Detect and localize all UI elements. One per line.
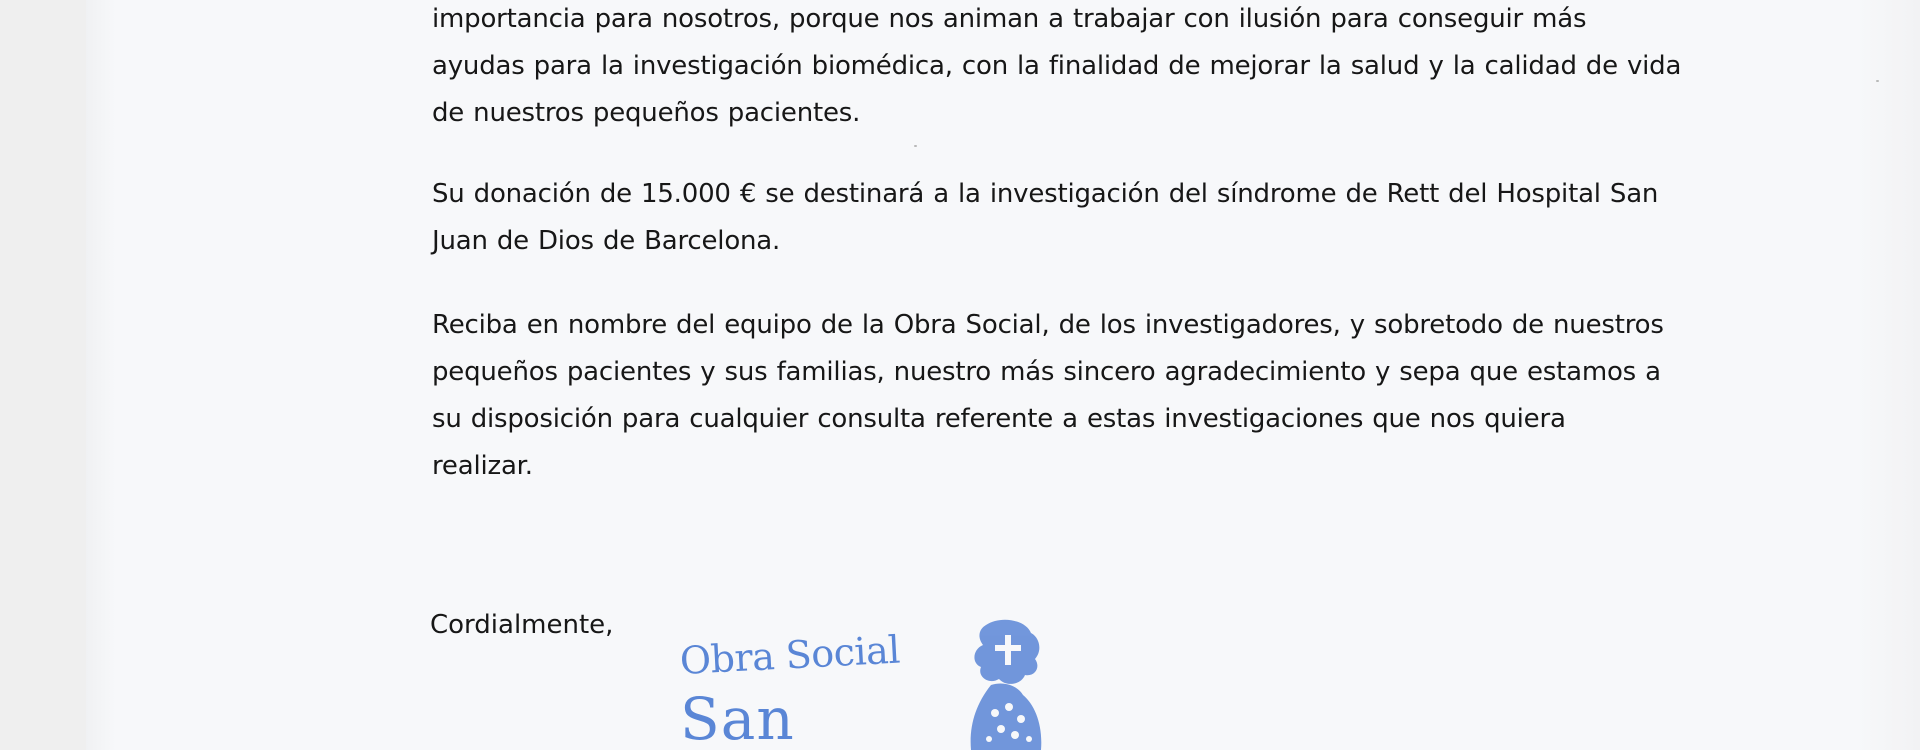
paragraph-1-line-3: de nuestros pequeños pacientes. bbox=[432, 98, 861, 128]
scan-speck bbox=[914, 145, 917, 147]
scan-margin bbox=[0, 0, 86, 750]
stamp-text-line-2: San bbox=[680, 685, 795, 750]
scan-speck bbox=[1876, 80, 1879, 82]
obra-social-stamp bbox=[666, 615, 1106, 750]
paragraph-1-line-2: ayudas para la investigación biomédica, con la finalidad de mejorar la salud y la calidad de vida bbox=[432, 51, 1682, 81]
closing-salutation: Cordialmente, bbox=[430, 610, 614, 640]
paragraph-2-line-1: Su donación de 15.000 € se destinará a la investigación del síndrome de Rett del Hospital San bbox=[432, 179, 1659, 209]
stamp-text-line-1: Obra Social bbox=[678, 627, 901, 683]
stamp-figure-icon bbox=[931, 615, 1081, 750]
paragraph-3-line-1: Reciba en nombre del equipo de la Obra Social, de los investigadores, y sobretodo de nuestros bbox=[432, 310, 1664, 340]
paragraph-3-line-4: realizar. bbox=[432, 451, 533, 481]
paragraph-2-line-2: Juan de Dios de Barcelona. bbox=[432, 226, 781, 256]
letter-sheet bbox=[86, 0, 1920, 750]
paragraph-3-line-2: pequeños pacientes y sus familias, nuestro más sincero agradecimiento y sepa que estamos a bbox=[432, 357, 1661, 387]
paragraph-1-line-1: importancia para nosotros, porque nos animan a trabajar con ilusión para conseguir más bbox=[432, 4, 1587, 34]
paragraph-3-line-3: su disposición para cualquier consulta referente a estas investigaciones que nos quiera bbox=[432, 404, 1566, 434]
